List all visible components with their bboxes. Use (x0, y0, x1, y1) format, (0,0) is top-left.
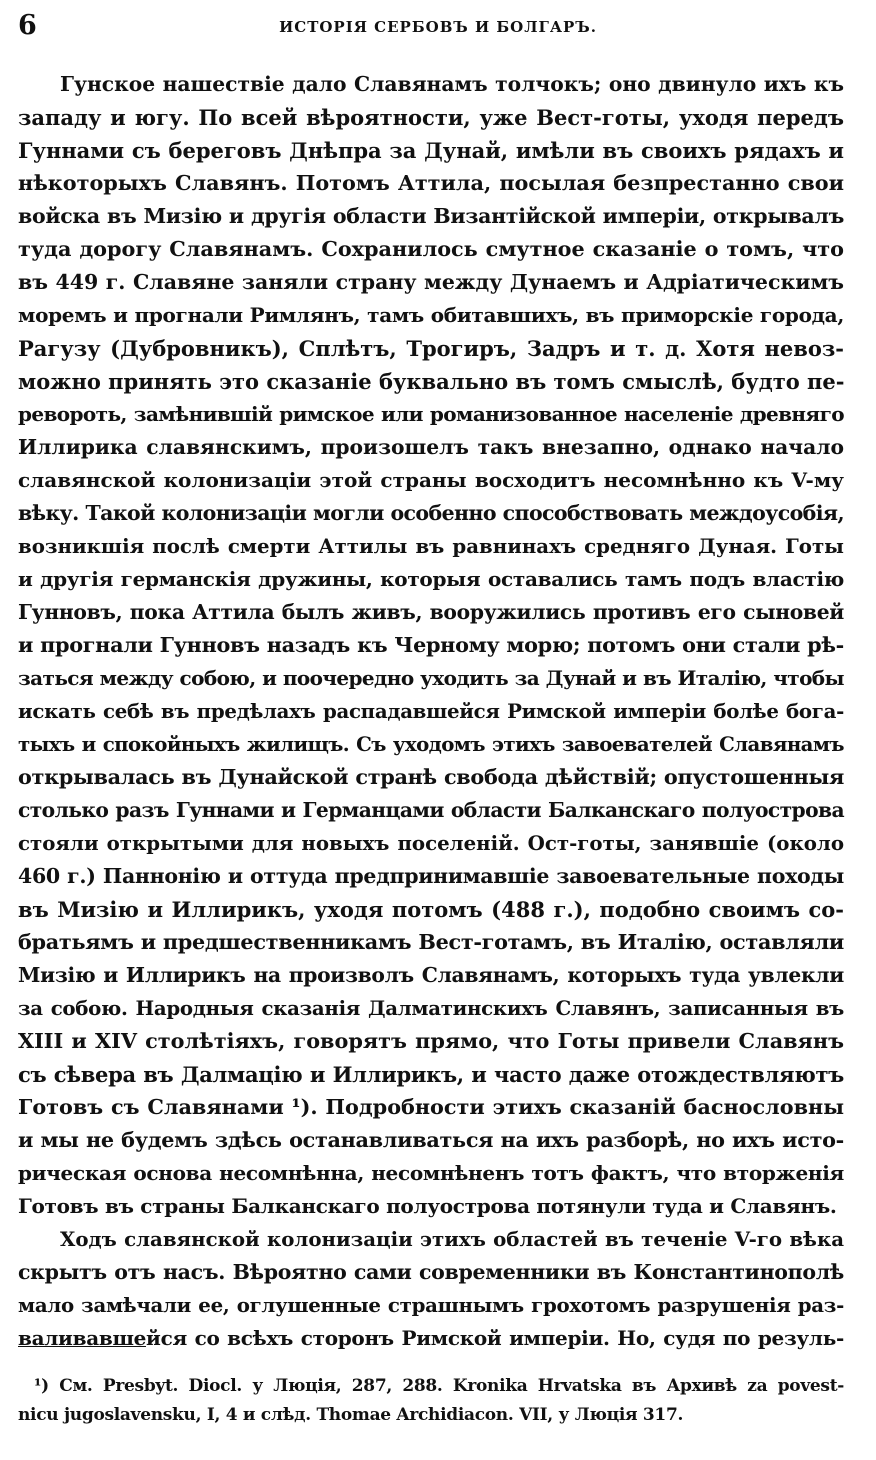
text-line: Гунское нашествіе дало Славянамъ толчокъ; оно двинуло ихъ къ (60, 72, 844, 96)
text-line: въ Мизію и Иллирикъ, уходя потомъ (488 г.), подобно своимъ со- (18, 897, 844, 922)
text-line: искать себѣ въ предѣлахъ распадавшейся Римской имперіи болѣе бога- (18, 699, 844, 723)
text-line: тыхъ и спокойныхъ жилищъ. Съ уходомъ этихъ завоевателей Славянамъ (18, 732, 844, 756)
text-line: и другія германскія дружины, которыя оставались тамъ подъ властію (18, 567, 844, 591)
text-line: и прогнали Гунновъ назадъ къ Черному морю; потомъ они стали рѣ- (18, 633, 844, 657)
text-line: открывалась въ Дунайской странѣ свобода дѣйствій; опустошенныя (18, 765, 844, 789)
footnote-line: ¹) См. Presbyt. Diocl. у Люція, 287, 288. Kronika Hrvatska въ Архивѣ za povest- (34, 1376, 844, 1396)
text-line: можно принять это сказаніе буквально въ томъ смыслѣ, будто пе- (18, 369, 845, 394)
text-line: возникшія послѣ смерти Аттилы въ равнинахъ средняго Дуная. Готы (18, 534, 844, 558)
text-line: Иллирика славянскимъ, произошелъ такъ внезапно, однако начало (18, 435, 844, 459)
text-line: туда дорогу Славянамъ. Сохранилось смутное сказаніе о томъ, что (18, 237, 844, 261)
text-line: нѣкоторыхъ Славянъ. Потомъ Аттила, посылая безпрестанно свои (18, 171, 844, 195)
text-line: славянской колонизаціи этой страны восходитъ несомнѣнно къ V-му (18, 468, 844, 492)
text-line: въ 449 г. Славяне заняли страну между Дунаемъ и Адріатическимъ (18, 270, 844, 294)
footnote-line: nicu jugoslavensku, I, 4 и слѣд. Thomae Archidiacon. VII, у Люція 317. (18, 1405, 684, 1425)
text-line: вѣку. Такой колонизаціи могли особенно способствовать междоусобія, (18, 501, 844, 525)
text-line: скрытъ отъ насъ. Вѣроятно сами современники въ Константинополѣ (18, 1260, 844, 1284)
text-line: Мизію и Иллирикъ на произволъ Славянамъ, которыхъ туда увлекли (18, 963, 844, 987)
footnote-rule (18, 1346, 146, 1347)
text-line: рическая основа несомнѣнна, несомнѣненъ тотъ фактъ, что вторженія (18, 1161, 844, 1185)
page-number: 6 (18, 10, 37, 41)
text-line: XIII и XIV столѣтіяхъ, говорятъ прямо, что Готы привели Славянъ (18, 1029, 844, 1053)
body-text (18, 68, 844, 1355)
text-line: 460 г.) Паннонію и оттуда предпринимавшіе завоевательные походы (18, 864, 844, 888)
text-line: Готовъ съ Славянами ¹). Подробности этихъ сказаній баснословны (18, 1095, 844, 1119)
text-line: и мы не будемъ здѣсь останавливаться на ихъ разборѣ, но ихъ исто- (18, 1128, 844, 1152)
text-line: Гунновъ, пока Аттила былъ живъ, вооружились противъ его сыновей (18, 600, 844, 624)
text-line: войска въ Мизію и другія области Византійской имперіи, открывалъ (18, 204, 844, 228)
text-line: моремъ и прогнали Римлянъ, тамъ обитавшихъ, въ приморскіе города, (18, 303, 844, 327)
text-line: за собою. Народныя сказанія Далматинскихъ Славянъ, записанныя въ (18, 996, 844, 1020)
text-line: Ходъ славянской колонизаціи этихъ областей въ теченіе V-го вѣка (60, 1227, 844, 1251)
page-header (18, 8, 858, 44)
text-line: Гуннами съ береговъ Днѣпра за Дунай, имѣли въ своихъ рядахъ и (18, 138, 844, 163)
text-line: съ сѣвера въ Далмацію и Иллирикъ, и часто даже отождествляютъ (18, 1062, 844, 1087)
text-line: Готовъ въ страны Балканскаго полуострова потянули туда и Славянъ. (18, 1194, 837, 1218)
running-title: ИСТОРІЯ СЕРБОВЪ И БОЛГАРЪ. (279, 18, 597, 36)
text-line: Рагузу (Дубровникъ), Сплѣтъ, Трогиръ, Задръ и т. д. Хотя невоз- (18, 336, 844, 361)
text-line: столько разъ Гуннами и Германцами области Балканскаго полуострова (18, 798, 844, 822)
footnote (18, 1372, 844, 1430)
text-line: ревороть, замѣнившій римское или романизованное населеніе древняго (18, 402, 844, 426)
text-line: заться между собою, и поочередно уходить за Дунай и въ Италію, чтобы (18, 666, 844, 690)
text-line: валивавшейся со всѣхъ сторонъ Римской имперіи. Но, судя по резуль- (18, 1326, 844, 1350)
text-line: западу и югу. По всей вѣроятности, уже Вест-готы, уходя передъ (18, 105, 844, 130)
text-line: братьямъ и предшественникамъ Вест-готамъ, въ Италію, оставляли (18, 930, 844, 954)
text-line: мало замѣчали ее, оглушенные страшнымъ грохотомъ разрушенія раз- (18, 1293, 844, 1317)
text-line: стояли открытыми для новыхъ поселеній. Ост-готы, занявшіе (около (18, 831, 844, 855)
